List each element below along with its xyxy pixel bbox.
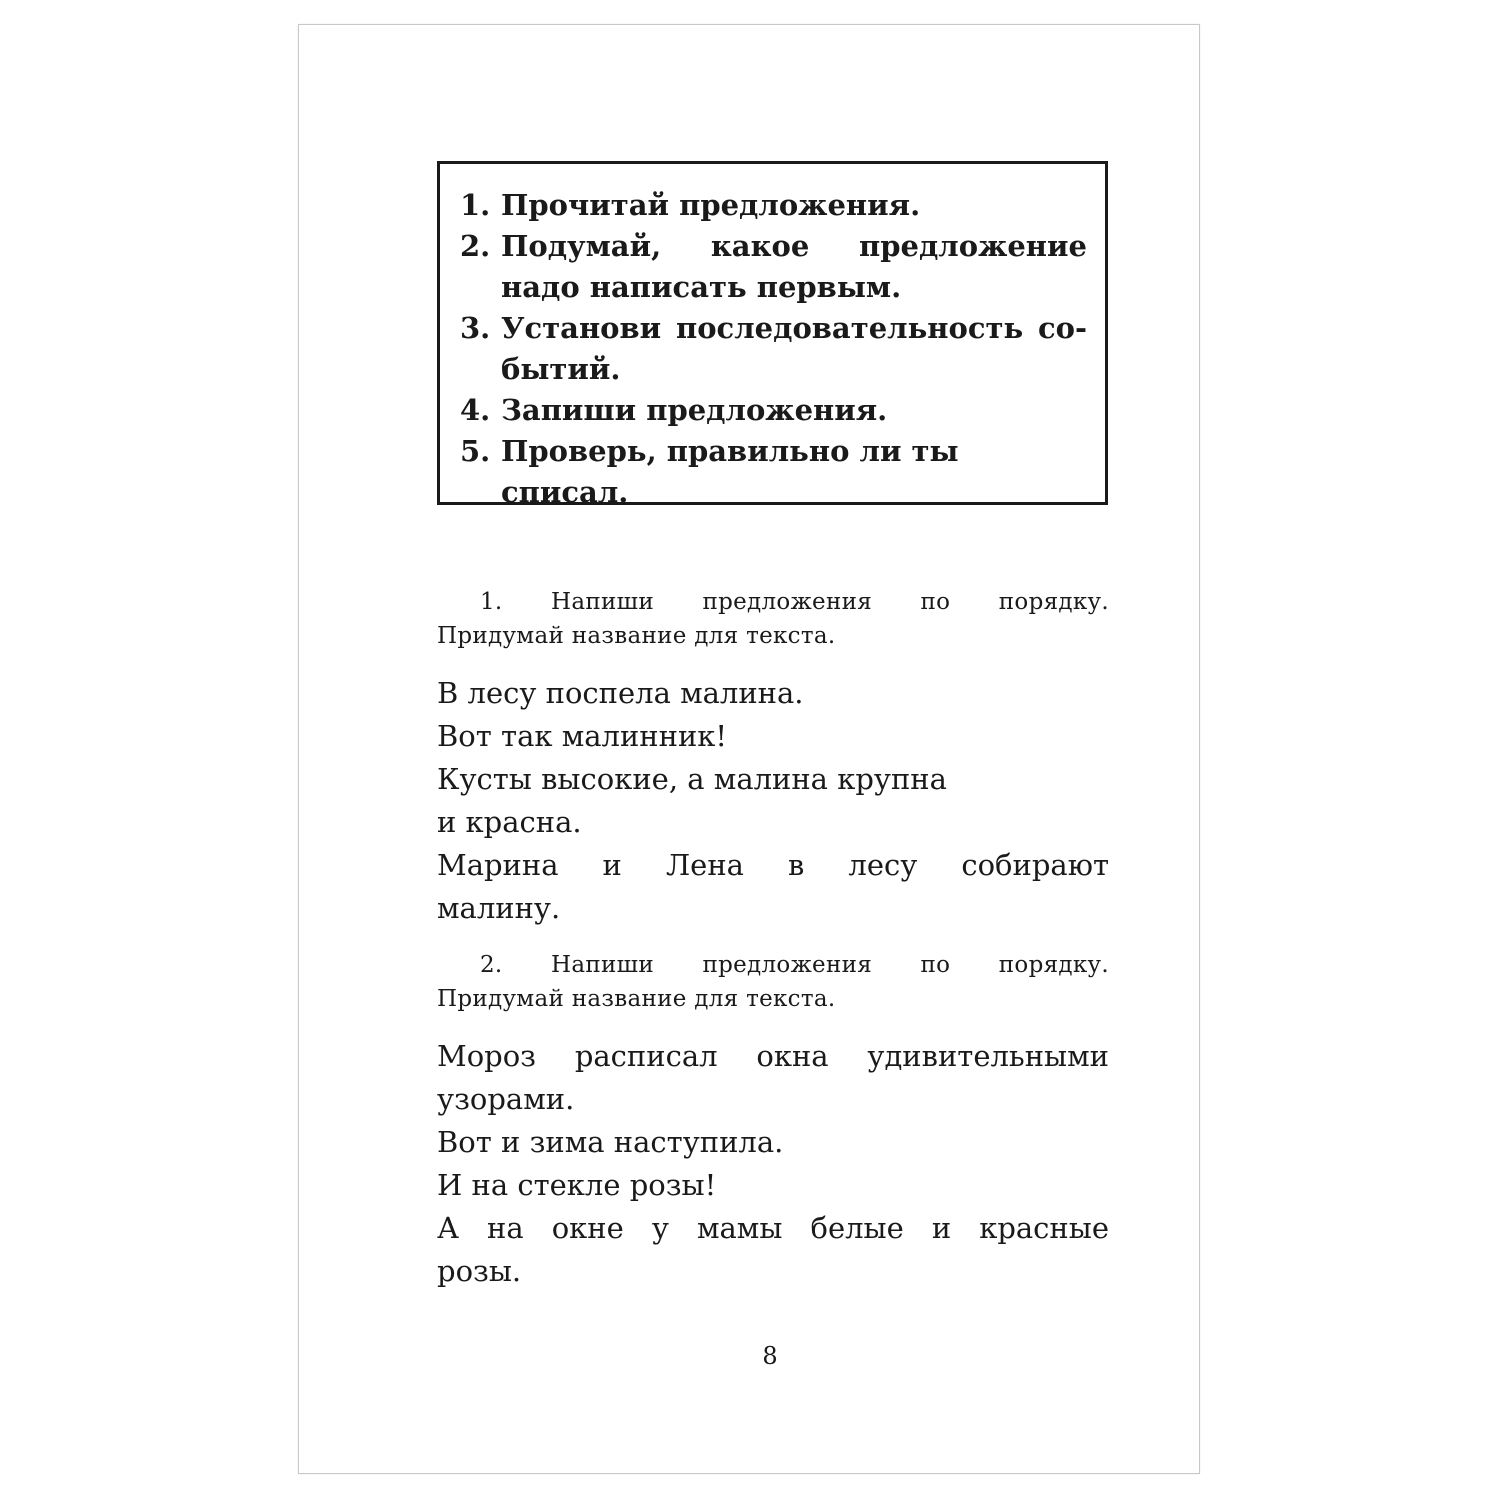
rule-item — [460, 390, 1087, 431]
sentence: А на окне у мамы белые и красные — [437, 1211, 1109, 1245]
rule-text-continuation: надо написать первым. — [501, 270, 902, 304]
task-instruction: 1. Напиши предложения по порядку. — [480, 589, 1109, 615]
rules-box — [437, 161, 1108, 509]
sentence: Вот так малинник! — [437, 719, 728, 753]
task-instruction: 2. Напиши предложения по порядку. — [480, 952, 1109, 978]
sentence: Марина и Лена в лесу собирают — [437, 848, 1109, 882]
exercise-1 — [437, 585, 1109, 930]
rule-text: Прочитай предложения. — [501, 188, 921, 222]
rule-number: 5. — [460, 434, 491, 468]
rule-text: Установи последовательность со- — [501, 311, 1087, 345]
task-instruction: Придумай название для текста. — [437, 623, 836, 649]
rule-item — [460, 226, 1087, 267]
sentence: узорами. — [437, 1082, 575, 1116]
rule-number: 3. — [460, 311, 491, 345]
exercise-task — [437, 585, 1109, 653]
rule-number: 2. — [460, 229, 491, 263]
sentence: розы. — [437, 1254, 522, 1288]
page-number: 8 — [762, 1342, 778, 1370]
exercise-2 — [437, 948, 1109, 1293]
sentence: И на стекле розы! — [437, 1168, 717, 1202]
rule-text: Подумай, какое предложение — [501, 229, 1087, 263]
rule-number: 1. — [460, 188, 491, 222]
sentence: малину. — [437, 891, 561, 925]
sentence: Вот и зима наступила. — [437, 1125, 784, 1159]
rule-item — [460, 308, 1087, 349]
rule-item — [460, 431, 1087, 513]
rule-text: Запиши предложения. — [501, 393, 888, 427]
task-instruction: Придумай название для текста. — [437, 986, 836, 1012]
sentence: В лесу поспела малина. — [437, 676, 804, 710]
rule-item — [460, 185, 1087, 226]
rule-number: 4. — [460, 393, 491, 427]
exercise-task — [437, 948, 1109, 1016]
rule-text-continuation: бытий. — [501, 352, 621, 386]
sentence: и красна. — [437, 805, 582, 839]
sentence: Кусты высокие, а малина крупна — [437, 762, 947, 796]
rule-text: Проверь, правильно ли ты списал. — [501, 434, 959, 509]
sentence: Мороз расписал окна удивительными — [437, 1039, 1109, 1073]
